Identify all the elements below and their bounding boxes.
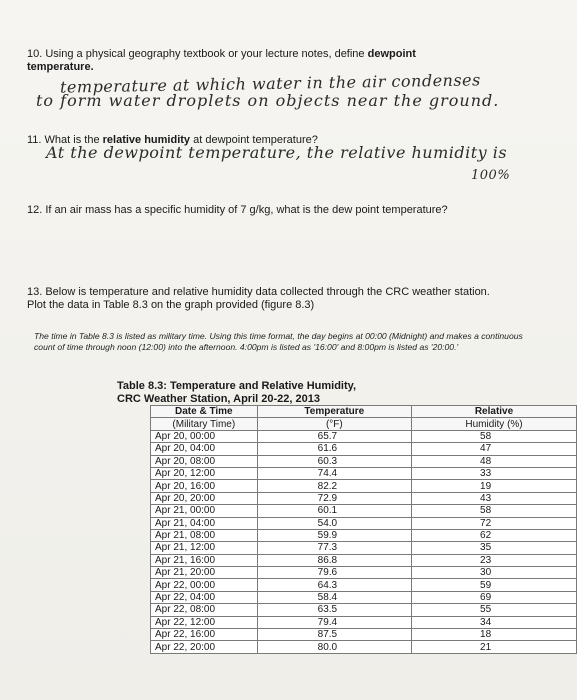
header-date-time: Date & Time [151,406,258,418]
table-row [151,641,577,653]
question-11-text-b: at dewpoint temperature? [190,134,318,146]
question-13-line1: 13. Below is temperature and relative humidity data collected through the CRC weather station. [27,286,490,298]
cell-humidity: 35 [412,542,577,554]
cell-date-time: Apr 22, 04:00 [151,591,258,603]
table-row [151,542,577,554]
cell-humidity: 33 [412,467,577,479]
cell-temperature: 74.4 [257,467,411,479]
table-title-line1: Table 8.3: Temperature and Relative Humidity, [117,380,357,392]
cell-date-time: Apr 21, 12:00 [151,542,258,554]
cell-humidity: 59 [412,579,577,591]
table-row [151,517,577,529]
cell-date-time: Apr 21, 00:00 [151,505,258,517]
question-10-number: 10. [27,48,43,60]
table-row [151,579,577,591]
table-row [151,455,577,467]
cell-temperature: 79.6 [257,567,411,579]
cell-date-time: Apr 22, 00:00 [151,579,258,591]
cell-date-time: Apr 22, 20:00 [151,641,258,653]
subheader-military-time: (Military Time) [151,418,258,430]
answer-10-line1: temperature at which water in the air condenses [59,70,481,97]
table-row [151,492,577,504]
answer-11-line1: At the dewpoint temperature, the relative humidity is [46,143,508,162]
table-subheader-row [151,418,577,430]
military-time-note: The time in Table 8.3 is listed as military time. Using this time format, the day begins at 00:00 (Midnight) and makes a continuous count of time through noon (12:00) into the afternoon. 4:00pm is listed as '16:00' and 8:00pm is listed as '20:00.' [34,331,523,352]
cell-date-time: Apr 21, 20:00 [151,567,258,579]
subheader-fahrenheit: (°F) [257,418,411,430]
cell-temperature: 82.2 [257,480,411,492]
table-row [151,629,577,641]
cell-date-time: Apr 22, 12:00 [151,616,258,628]
cell-humidity: 69 [412,591,577,603]
cell-humidity: 43 [412,492,577,504]
cell-humidity: 58 [412,505,577,517]
cell-temperature: 63.5 [257,604,411,616]
cell-date-time: Apr 20, 04:00 [151,443,258,455]
question-11-bold: relative humidity [102,134,191,146]
cell-temperature: 54.0 [257,517,411,529]
cell-temperature: 87.5 [257,629,411,641]
temperature-humidity-table [150,405,577,654]
header-temperature: Temperature [257,406,411,418]
header-relative: Relative [412,406,577,418]
subheader-humidity: Humidity (%) [412,418,577,430]
cell-temperature: 65.7 [257,430,411,442]
cell-date-time: Apr 20, 20:00 [151,492,258,504]
cell-temperature: 80.0 [257,641,411,653]
question-10 [27,48,416,74]
cell-humidity: 19 [412,480,577,492]
cell-humidity: 55 [412,604,577,616]
cell-temperature: 60.1 [257,505,411,517]
table-row [151,480,577,492]
cell-date-time: Apr 20, 16:00 [151,480,258,492]
table-title-line2: CRC Weather Station, April 20-22, 2013 [117,393,320,405]
table-row [151,616,577,628]
cell-temperature: 58.4 [257,591,411,603]
table-row [151,604,577,616]
question-11-number: 11. [27,134,42,146]
cell-temperature: 60.3 [257,455,411,467]
question-13-line2: Plot the data in Table 8.3 on the graph provided (figure 8.3) [27,299,315,311]
question-12: 12. If an air mass has a specific humidity of 7 g/kg, what is the dew point temperature? [27,204,448,216]
table-title [117,380,356,406]
cell-temperature: 79.4 [257,616,411,628]
cell-humidity: 30 [412,567,577,579]
cell-humidity: 21 [412,641,577,653]
table-row [151,467,577,479]
cell-date-time: Apr 22, 08:00 [151,604,258,616]
cell-temperature: 61.6 [257,443,411,455]
cell-humidity: 47 [412,443,577,455]
cell-date-time: Apr 20, 08:00 [151,455,258,467]
answer-10-line2: to form water droplets on objects near the ground. [36,91,500,110]
cell-date-time: Apr 21, 16:00 [151,554,258,566]
cell-temperature: 77.3 [257,542,411,554]
table-row [151,430,577,442]
table-header-row [151,406,577,418]
cell-date-time: Apr 21, 08:00 [151,529,258,541]
cell-humidity: 34 [412,616,577,628]
cell-temperature: 59.9 [257,529,411,541]
cell-humidity: 58 [412,430,577,442]
cell-date-time: Apr 20, 12:00 [151,467,258,479]
question-10-bold: dewpoint [367,48,416,60]
table-row [151,443,577,455]
cell-humidity: 23 [412,554,577,566]
table-row [151,529,577,541]
table-row [151,591,577,603]
question-10-text-a: Using a physical geography textbook or your lecture notes, define [45,48,368,60]
cell-date-time: Apr 21, 04:00 [151,517,258,529]
question-11-text-a: What is the [44,134,103,146]
cell-date-time: Apr 22, 16:00 [151,629,258,641]
cell-humidity: 48 [412,455,577,467]
answer-11-line2: 100% [471,168,511,183]
cell-humidity: 18 [412,629,577,641]
table-row [151,567,577,579]
table-row [151,554,577,566]
cell-temperature: 86.8 [257,554,411,566]
cell-date-time: Apr 20, 00:00 [151,430,258,442]
cell-humidity: 62 [412,529,577,541]
question-10-text-b: temperature. [27,61,94,73]
cell-humidity: 72 [412,517,577,529]
cell-temperature: 64.3 [257,579,411,591]
table-row [151,505,577,517]
cell-temperature: 72.9 [257,492,411,504]
question-13 [27,286,490,312]
